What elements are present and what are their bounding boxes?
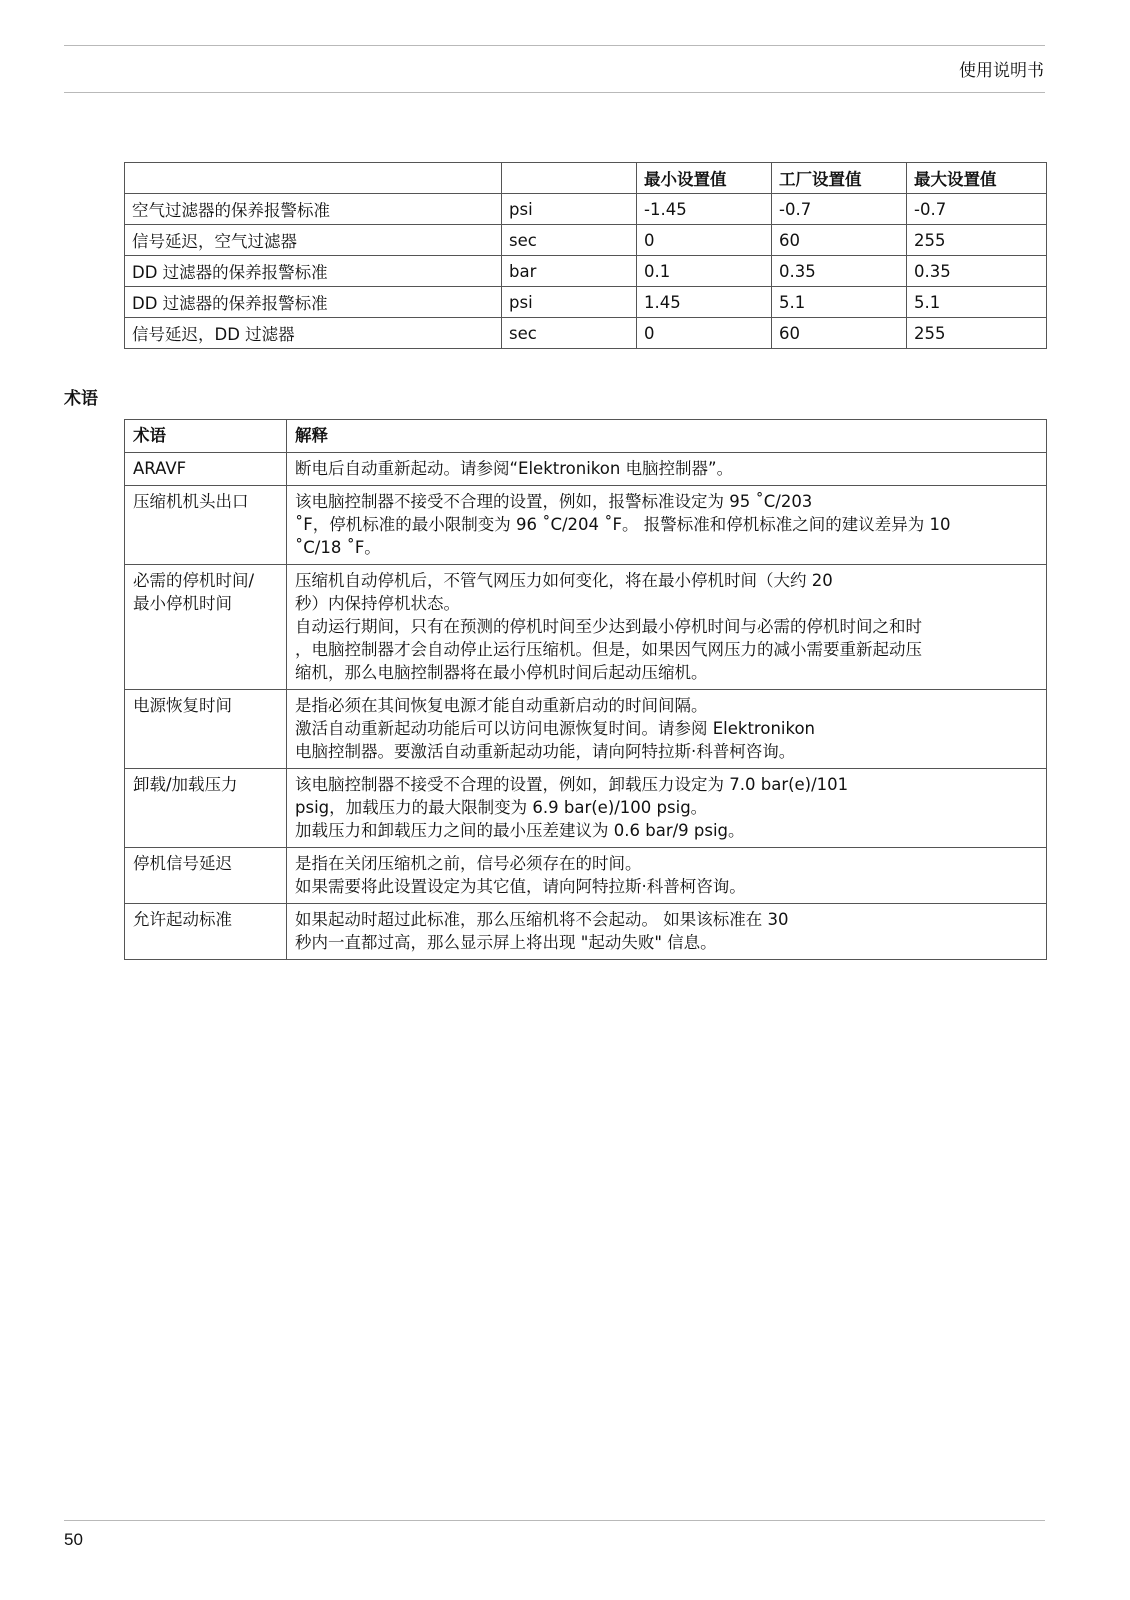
term-text: 允许起动标准 (133, 910, 232, 929)
section-heading: 术语 (64, 389, 98, 409)
terms-row (125, 565, 1047, 690)
header-rule-top (64, 45, 1045, 46)
setting-value-cell: -0.7 (907, 194, 1047, 225)
setting-value-cell: 60 (772, 225, 907, 256)
explanation-cell (287, 848, 1047, 904)
explanation-line: 自动运行期间，只有在预测的停机时间至少达到最小停机时间与必需的停机时间之和时 (295, 617, 922, 636)
explanation-line: 激活自动重新起动功能后可以访问电源恢复时间。请参阅 Elektronikon (295, 719, 816, 738)
setting-unit-cell: psi (502, 287, 637, 318)
explanation-cell (287, 690, 1047, 769)
setting-name-cell: 信号延迟，DD 过滤器 (125, 318, 502, 349)
setting-value-cell: 0 (637, 318, 772, 349)
terms-table (124, 419, 1047, 960)
term-cell (125, 769, 287, 848)
explanation-line: 缩机，那么电脑控制器将在最小停机时间后起动压缩机。 (295, 663, 708, 682)
explanation-line: ˚C/18 ˚F。 (295, 538, 381, 557)
setting-value-cell: 255 (907, 318, 1047, 349)
settings-row (125, 256, 1047, 287)
explanation-line: ，电脑控制器才会自动停止运行压缩机。但是，如果因气网压力的减小需要重新起动压 (295, 640, 922, 659)
term-text: 最小停机时间 (133, 594, 232, 613)
setting-value-cell: 255 (907, 225, 1047, 256)
setting-unit-cell: bar (502, 256, 637, 287)
explanation-cell (287, 565, 1047, 690)
setting-value-cell: 1.45 (637, 287, 772, 318)
settings-col-header: 工厂设置值 (772, 163, 907, 194)
terms-row (125, 904, 1047, 960)
explanation-line: 是指在关闭压缩机之前，信号必须存在的时间。 (295, 854, 642, 873)
setting-value-cell: 0.35 (907, 256, 1047, 287)
settings-row (125, 287, 1047, 318)
term-cell (125, 904, 287, 960)
term-text: 电源恢复时间 (133, 696, 232, 715)
term-cell (125, 565, 287, 690)
setting-unit-cell: sec (502, 318, 637, 349)
explanation-line: 秒内一直都过高，那么显示屏上将出现 "起动失败" 信息。 (295, 933, 717, 952)
settings-row (125, 194, 1047, 225)
settings-table (124, 162, 1047, 349)
terms-col-header: 解释 (287, 420, 1047, 453)
setting-name-cell: DD 过滤器的保养报警标准 (125, 256, 502, 287)
setting-value-cell: 5.1 (772, 287, 907, 318)
explanation-line: 电脑控制器。要激活自动重新起动功能，请向阿特拉斯·科普柯咨询。 (295, 742, 796, 761)
explanation-line: 断电后自动重新起动。请参阅“Elektronikon 电脑控制器”。 (295, 459, 734, 478)
setting-value-cell: -0.7 (772, 194, 907, 225)
terms-header-row (125, 420, 1047, 453)
settings-col-header (125, 163, 502, 194)
setting-value-cell: -1.45 (637, 194, 772, 225)
explanation-line: 该电脑控制器不接受不合理的设置，例如，报警标准设定为 95 ˚C/203 (295, 492, 813, 511)
settings-col-header (502, 163, 637, 194)
terms-row (125, 453, 1047, 486)
terms-row (125, 690, 1047, 769)
explanation-line: 该电脑控制器不接受不合理的设置，例如，卸载压力设定为 7.0 bar(e)/101 (295, 775, 849, 794)
explanation-line: 加载压力和卸载压力之间的最小压差建议为 0.6 bar/9 psig。 (295, 821, 745, 840)
setting-name-cell: 信号延迟，空气过滤器 (125, 225, 502, 256)
header-rule-bottom (64, 92, 1045, 93)
settings-col-header: 最小设置值 (637, 163, 772, 194)
explanation-line: 秒）内保持停机状态。 (295, 594, 460, 613)
term-cell (125, 848, 287, 904)
term-cell (125, 690, 287, 769)
term-cell (125, 486, 287, 565)
setting-unit-cell: sec (502, 225, 637, 256)
term-text: 卸载/加载压力 (133, 775, 238, 794)
settings-row (125, 318, 1047, 349)
settings-row (125, 225, 1047, 256)
footer-rule (64, 1520, 1045, 1521)
setting-value-cell: 60 (772, 318, 907, 349)
document-title: 使用说明书 (959, 61, 1044, 81)
settings-col-header: 最大设置值 (907, 163, 1047, 194)
setting-name-cell: 空气过滤器的保养报警标准 (125, 194, 502, 225)
term-text: ARAVF (133, 459, 187, 478)
explanation-line: psig，加载压力的最大限制变为 6.9 bar(e)/100 psig。 (295, 798, 708, 817)
term-text: 压缩机机头出口 (133, 492, 249, 511)
setting-name-cell: DD 过滤器的保养报警标准 (125, 287, 502, 318)
setting-value-cell: 0.35 (772, 256, 907, 287)
explanation-line: 如果需要将此设置设定为其它值，请向阿特拉斯·科普柯咨询。 (295, 877, 746, 896)
setting-value-cell: 0.1 (637, 256, 772, 287)
terms-col-header: 术语 (125, 420, 287, 453)
explanation-line: 如果起动时超过此标准，那么压缩机将不会起动。 如果该标准在 30 (295, 910, 789, 929)
explanation-cell (287, 904, 1047, 960)
explanation-cell (287, 769, 1047, 848)
explanation-cell (287, 453, 1047, 486)
term-cell (125, 453, 287, 486)
explanation-line: 是指必须在其间恢复电源才能自动重新启动的时间间隔。 (295, 696, 708, 715)
explanation-cell (287, 486, 1047, 565)
setting-unit-cell: psi (502, 194, 637, 225)
page-number: 50 (64, 1530, 83, 1549)
term-text: 停机信号延迟 (133, 854, 232, 873)
terms-row (125, 848, 1047, 904)
setting-value-cell: 0 (637, 225, 772, 256)
setting-value-cell: 5.1 (907, 287, 1047, 318)
explanation-line: ˚F，停机标准的最小限制变为 96 ˚C/204 ˚F。 报警标准和停机标准之间的建议差异为 10 (295, 515, 951, 534)
settings-header-row (125, 163, 1047, 194)
explanation-line: 压缩机自动停机后，不管气网压力如何变化，将在最小停机时间（大约 20 (295, 571, 833, 590)
terms-row (125, 486, 1047, 565)
term-text: 必需的停机时间/ (133, 571, 255, 590)
terms-row (125, 769, 1047, 848)
